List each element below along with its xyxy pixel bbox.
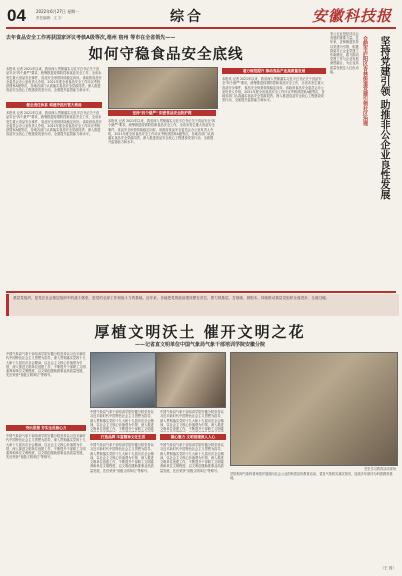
right-column-red-title: 合肥市庐阳区杏林街道党建引领社区治理	[362, 36, 368, 126]
masthead-divider	[6, 27, 396, 29]
feature-body-col2: 中国气象局气象干部培训学院安徽分院坚持以习近平新时代中国特色社会主义思想为指导，深入贯彻落实党的十九大和十九届历次全会精神，以社会主义核心价值观为引领，深入推进文明单位创建工作，不断提升干部职工文明素	[90, 410, 154, 432]
article-headline: 如何守稳食品安全底线	[88, 46, 244, 63]
feature-body-col4: 学院利用气象科普场馆开展面向社会公众的科普宣传教育活动，普及气象防灾减灾知识，连续多年被评为科普教育基地。	[230, 472, 393, 481]
newspaper-logo: 安徽科技报	[312, 7, 393, 25]
article-photo	[108, 67, 216, 107]
section-divider	[6, 291, 396, 293]
article-body-col1: 本报讯 记者 2021年以来，我省深入贯彻落实习近平总书记关于食品安全"四个最严"要求，统筹推进疫情防控和食品安全工作，全省未发生重大食品安全事件，食品安全形势持续稳定向好。省政府食品安全委员会办公室负责人介绍，2021年度全省食品安全工作评议考核获国家A级等次，各地各部门认真落实食品安全党政同责，深入推进食品安全放心工程建设攻坚行动，全面提升监管能力和水平。	[6, 67, 102, 93]
feature-photo-1	[90, 352, 154, 406]
byline-signature: （王 嵩）	[380, 566, 396, 570]
feature-main-photo	[230, 352, 396, 464]
feature-headline: 厚植文明沃土 催开文明之花	[94, 323, 306, 341]
issue-date: 2022年6月27日 星期一	[36, 9, 80, 14]
top-article	[6, 32, 326, 290]
editor-credit: 责任编辑：文 字	[36, 16, 62, 20]
right-column-article	[330, 32, 398, 290]
feature-body-col1b: 中国气象局气象干部培训学院安徽分院坚持以习近平新时代中国特色社会主义思想为指导，深入贯彻落实党的十九大和十九届历次全会精神，以社会主义核心价值观为引领，深入推进文明单位创建工作，不断提升干部职工文明素养和单位文明程度，以文明创建助推事业高质量发展，先后荣获"省级文明单位"等称号。	[6, 434, 86, 460]
banner-text: 基层党组织，是党在社会基层组织中的战斗堡垒，是党的全部工作和战斗力的基础。近年来，各地把党的政治建设摆在首位，着力抓基层、打基础、固根本，持续推动基层党组织全面进步、全面过硬。	[13, 296, 330, 300]
banner-strip	[6, 294, 399, 316]
feature-photo-caption: 党史学习教育活动现场	[364, 467, 396, 471]
feature-body-col3: 中国气象局气象干部培训学院安徽分院坚持以习近平新时代中国特色社会主义思想为指导，深入贯彻落实党的十九大和十九届历次全会精神，以社会主义核心价值观为引领，深入推进文明单位创建工作，不断提升干部职工文明素	[160, 410, 224, 432]
feature-body-col2b: 中国气象局气象干部培训学院安徽分院坚持以习近平新时代中国特色社会主义思想为指导，深入贯彻落实党的十九大和十九届历次全会精神，以社会主义核心价值观为引领，深入推进文明单位创建工作，不断提升干部职工文明素养和单位文明程度，以文明创建助推事业高质量发展，先后荣获"省级文明单位"等称号。	[90, 443, 154, 473]
feature-photo-2	[156, 352, 224, 406]
feature-subhead-1: 突出思想 夯实全员核心力	[6, 425, 86, 431]
article-kicker: 去年食品安全工作再获国家评议考核A级等次,亳州 宿州 等市在全省领先——	[6, 35, 176, 41]
masthead	[0, 0, 402, 30]
page-number: 04	[7, 6, 26, 25]
feature-body-col1: 中国气象局气象干部培训学院安徽分院坚持以习近平新时代中国特色社会主义思想为指导，深入贯彻落实党的十九大和十九届历次全会精神，以社会主义核心价值观为引领，深入推进文明单位创建工作，不断提升干部职工文明素养和单位文明程度，以文明创建助推事业高质量发展，先后荣获"省级文明单位"等称号。	[6, 352, 86, 378]
right-column-body: 非公企业是经济社会发展的重要力量。近年来，杏林街道坚持以党建为引领，积极探索非公企业党建工作新路径，着力推动党建工作与企业发展深度融合，为企业高质量发展注入红色动能。	[330, 32, 359, 74]
article-body-col2: 本报讯 记者 2021年以来，我省深入贯彻落实习近平总书记关于食品安全"四个最严"要求，统筹推进疫情防控和食品安全工作，全省未发生重大食品安全事件，食品安全形势持续稳定向好。省政府食品安全委员会办公室负责人介绍，2021年度全省食品安全工作评议考核获国家A级等次，各地各部门认真落实食品安全党政同责，深入推进食品安全放心工程建设攻坚行动，全面提升监管能力和水平。	[108, 119, 216, 145]
article-subhead-3: 着力规范提升 推动食品产业高质量发展	[222, 68, 326, 74]
right-column-headline: 坚持党建引领 助推非公企业良性发展	[378, 36, 389, 200]
article-body-col3: 本报讯 记者 2021年以来，我省深入贯彻落实习近平总书记关于食品安全"四个最严"要求，统筹推进疫情防控和食品安全工作，全省未发生重大食品安全事件，食品安全形势持续稳定向好。省政府食品安全委员会办公室负责人介绍，2021年度全省食品安全工作评议考核获国家A级等次，各地各部门认真落实食品安全党政同责，深入推进食品安全放心工程建设攻坚行动，全面提升监管能力和水平。	[222, 77, 325, 103]
feature-subtitle: ——记省直文明单位中国气象局气象干部培训学院安徽分院	[134, 342, 265, 348]
feature-body-col3b: 中国气象局气象干部培训学院安徽分院坚持以习近平新时代中国特色社会主义思想为指导，深入贯彻落实党的十九大和十九届历次全会精神，以社会主义核心价值观为引领，深入推进文明单位创建工作，不断提升干部职工文明素养和单位文明程度，以文明创建助推事业高质量发展，先后荣获"省级文明单位"等称号。	[160, 443, 224, 473]
article-subhead-1: 健全责任体系 构建齐抓共管大格局	[6, 102, 102, 108]
feature-subhead-3: 凝心聚力 文明创建深入人心	[160, 434, 226, 440]
article-body-col1b: 本报讯 记者 2021年以来，我省深入贯彻落实习近平总书记关于食品安全"四个最严"要求，统筹推进疫情防控和食品安全工作，全省未发生重大食品安全事件，食品安全形势持续稳定向好。省政府食品安全委员会办公室负责人介绍，2021年度全省食品安全工作评议考核获国家A级等次，各地各部门认真落实食品安全党政同责，深入推进食品安全放心工程建设攻坚行动，全面提升监管能力和水平。	[6, 111, 102, 137]
section-title: 综合	[170, 9, 204, 25]
feature-subhead-2: 打造品牌 丰富精神文化生活	[90, 434, 156, 440]
article-subhead-2: 坚持"四个最严" 织密食品安全防护网	[108, 110, 216, 116]
